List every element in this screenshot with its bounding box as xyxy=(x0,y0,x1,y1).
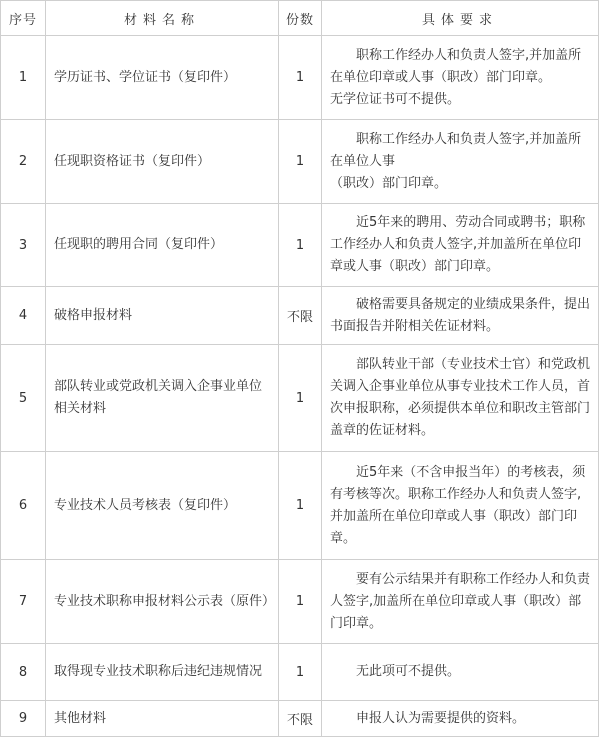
row-requirement-cell xyxy=(322,204,599,287)
row-material-name: 专业技术人员考核表（复印件） xyxy=(46,452,279,560)
table-row xyxy=(1,36,599,120)
row-requirement-cell xyxy=(322,560,599,644)
row-count: 1 xyxy=(279,204,322,287)
row-requirement-cell xyxy=(322,345,599,452)
table-row xyxy=(1,345,599,452)
row-index: 5 xyxy=(1,345,46,452)
row-index: 4 xyxy=(1,287,46,345)
table-row xyxy=(1,204,599,287)
row-requirement: 职称工作经办人和负责人签字,并加盖所在单位人事 （职改）部门印章。 xyxy=(330,131,582,191)
table-row xyxy=(1,452,599,560)
row-requirement: 申报人认为需要提供的资料。 xyxy=(330,710,526,726)
table-row xyxy=(1,120,599,204)
row-requirement: 部队转业干部（专业技术士官）和党政机关调入企事业单位从事专业技术工作人员，首次申报职称，必须提供本单位和职改主管部门盖章的佐证材料。 xyxy=(330,357,591,438)
row-material-name: 专业技术职称申报材料公示表（原件） xyxy=(46,560,279,644)
row-index: 1 xyxy=(1,36,46,120)
table-row xyxy=(1,644,599,701)
table-row xyxy=(1,701,599,737)
row-requirement-cell xyxy=(322,644,599,701)
row-requirement-cell xyxy=(322,120,599,204)
row-requirement-cell xyxy=(322,452,599,560)
row-count: 1 xyxy=(279,452,322,560)
header-index: 序号 xyxy=(1,1,46,36)
row-index: 9 xyxy=(1,701,46,737)
row-index: 2 xyxy=(1,120,46,204)
header-name: 材料名称 xyxy=(46,1,279,36)
header-count: 份数 xyxy=(279,1,322,36)
row-requirement: 近5年来的聘用、劳动合同或聘书；职称工作经办人和负责人签字,并加盖所在单位印章或人事（职改）部门印章。 xyxy=(330,215,586,274)
row-material-name: 任现职的聘用合同（复印件） xyxy=(46,204,279,287)
row-material-name: 取得现专业技术职称后违纪违规情况 xyxy=(46,644,279,701)
row-requirement: 职称工作经办人和负责人签字,并加盖所在单位印章或人事（职改）部门印章。 无学位证书可不提供。 xyxy=(330,47,582,107)
row-material-name: 任现职资格证书（复印件） xyxy=(46,120,279,204)
table-row xyxy=(1,287,599,345)
row-material-name: 部队转业或党政机关调入企事业单位相关材料 xyxy=(46,345,279,452)
row-index: 7 xyxy=(1,560,46,644)
row-count: 1 xyxy=(279,644,322,701)
row-count: 1 xyxy=(279,36,322,120)
row-requirement-cell xyxy=(322,701,599,737)
row-requirement: 要有公示结果并有职称工作经办人和负责人签字,加盖所在单位印章或人事（职改）部门印章。 xyxy=(330,571,591,631)
row-count: 不限 xyxy=(279,701,322,737)
table-header-row xyxy=(1,1,599,36)
row-requirement: 破格需要具备规定的业绩成果条件，提出书面报告并附相关佐证材料。 xyxy=(330,296,591,334)
table-row xyxy=(1,560,599,644)
row-count: 1 xyxy=(279,120,322,204)
row-index: 8 xyxy=(1,644,46,701)
header-requirement: 具体要求 xyxy=(322,1,599,36)
row-requirement: 无此项可不提供。 xyxy=(330,664,461,679)
row-material-name: 学历证书、学位证书（复印件） xyxy=(46,36,279,120)
row-requirement: 近5年来（不含申报当年）的考核表，须有考核等次。职称工作经办人和负责人签字,并加盖所在单位印章或人事（职改）部门印章。 xyxy=(330,464,586,546)
row-material-name: 破格申报材料 xyxy=(46,287,279,345)
row-index: 6 xyxy=(1,452,46,560)
row-material-name: 其他材料 xyxy=(46,701,279,737)
row-count: 1 xyxy=(279,560,322,644)
row-count: 不限 xyxy=(279,287,322,345)
row-count: 1 xyxy=(279,345,322,452)
row-requirement-cell xyxy=(322,36,599,120)
row-index: 3 xyxy=(1,204,46,287)
row-requirement-cell xyxy=(322,287,599,345)
